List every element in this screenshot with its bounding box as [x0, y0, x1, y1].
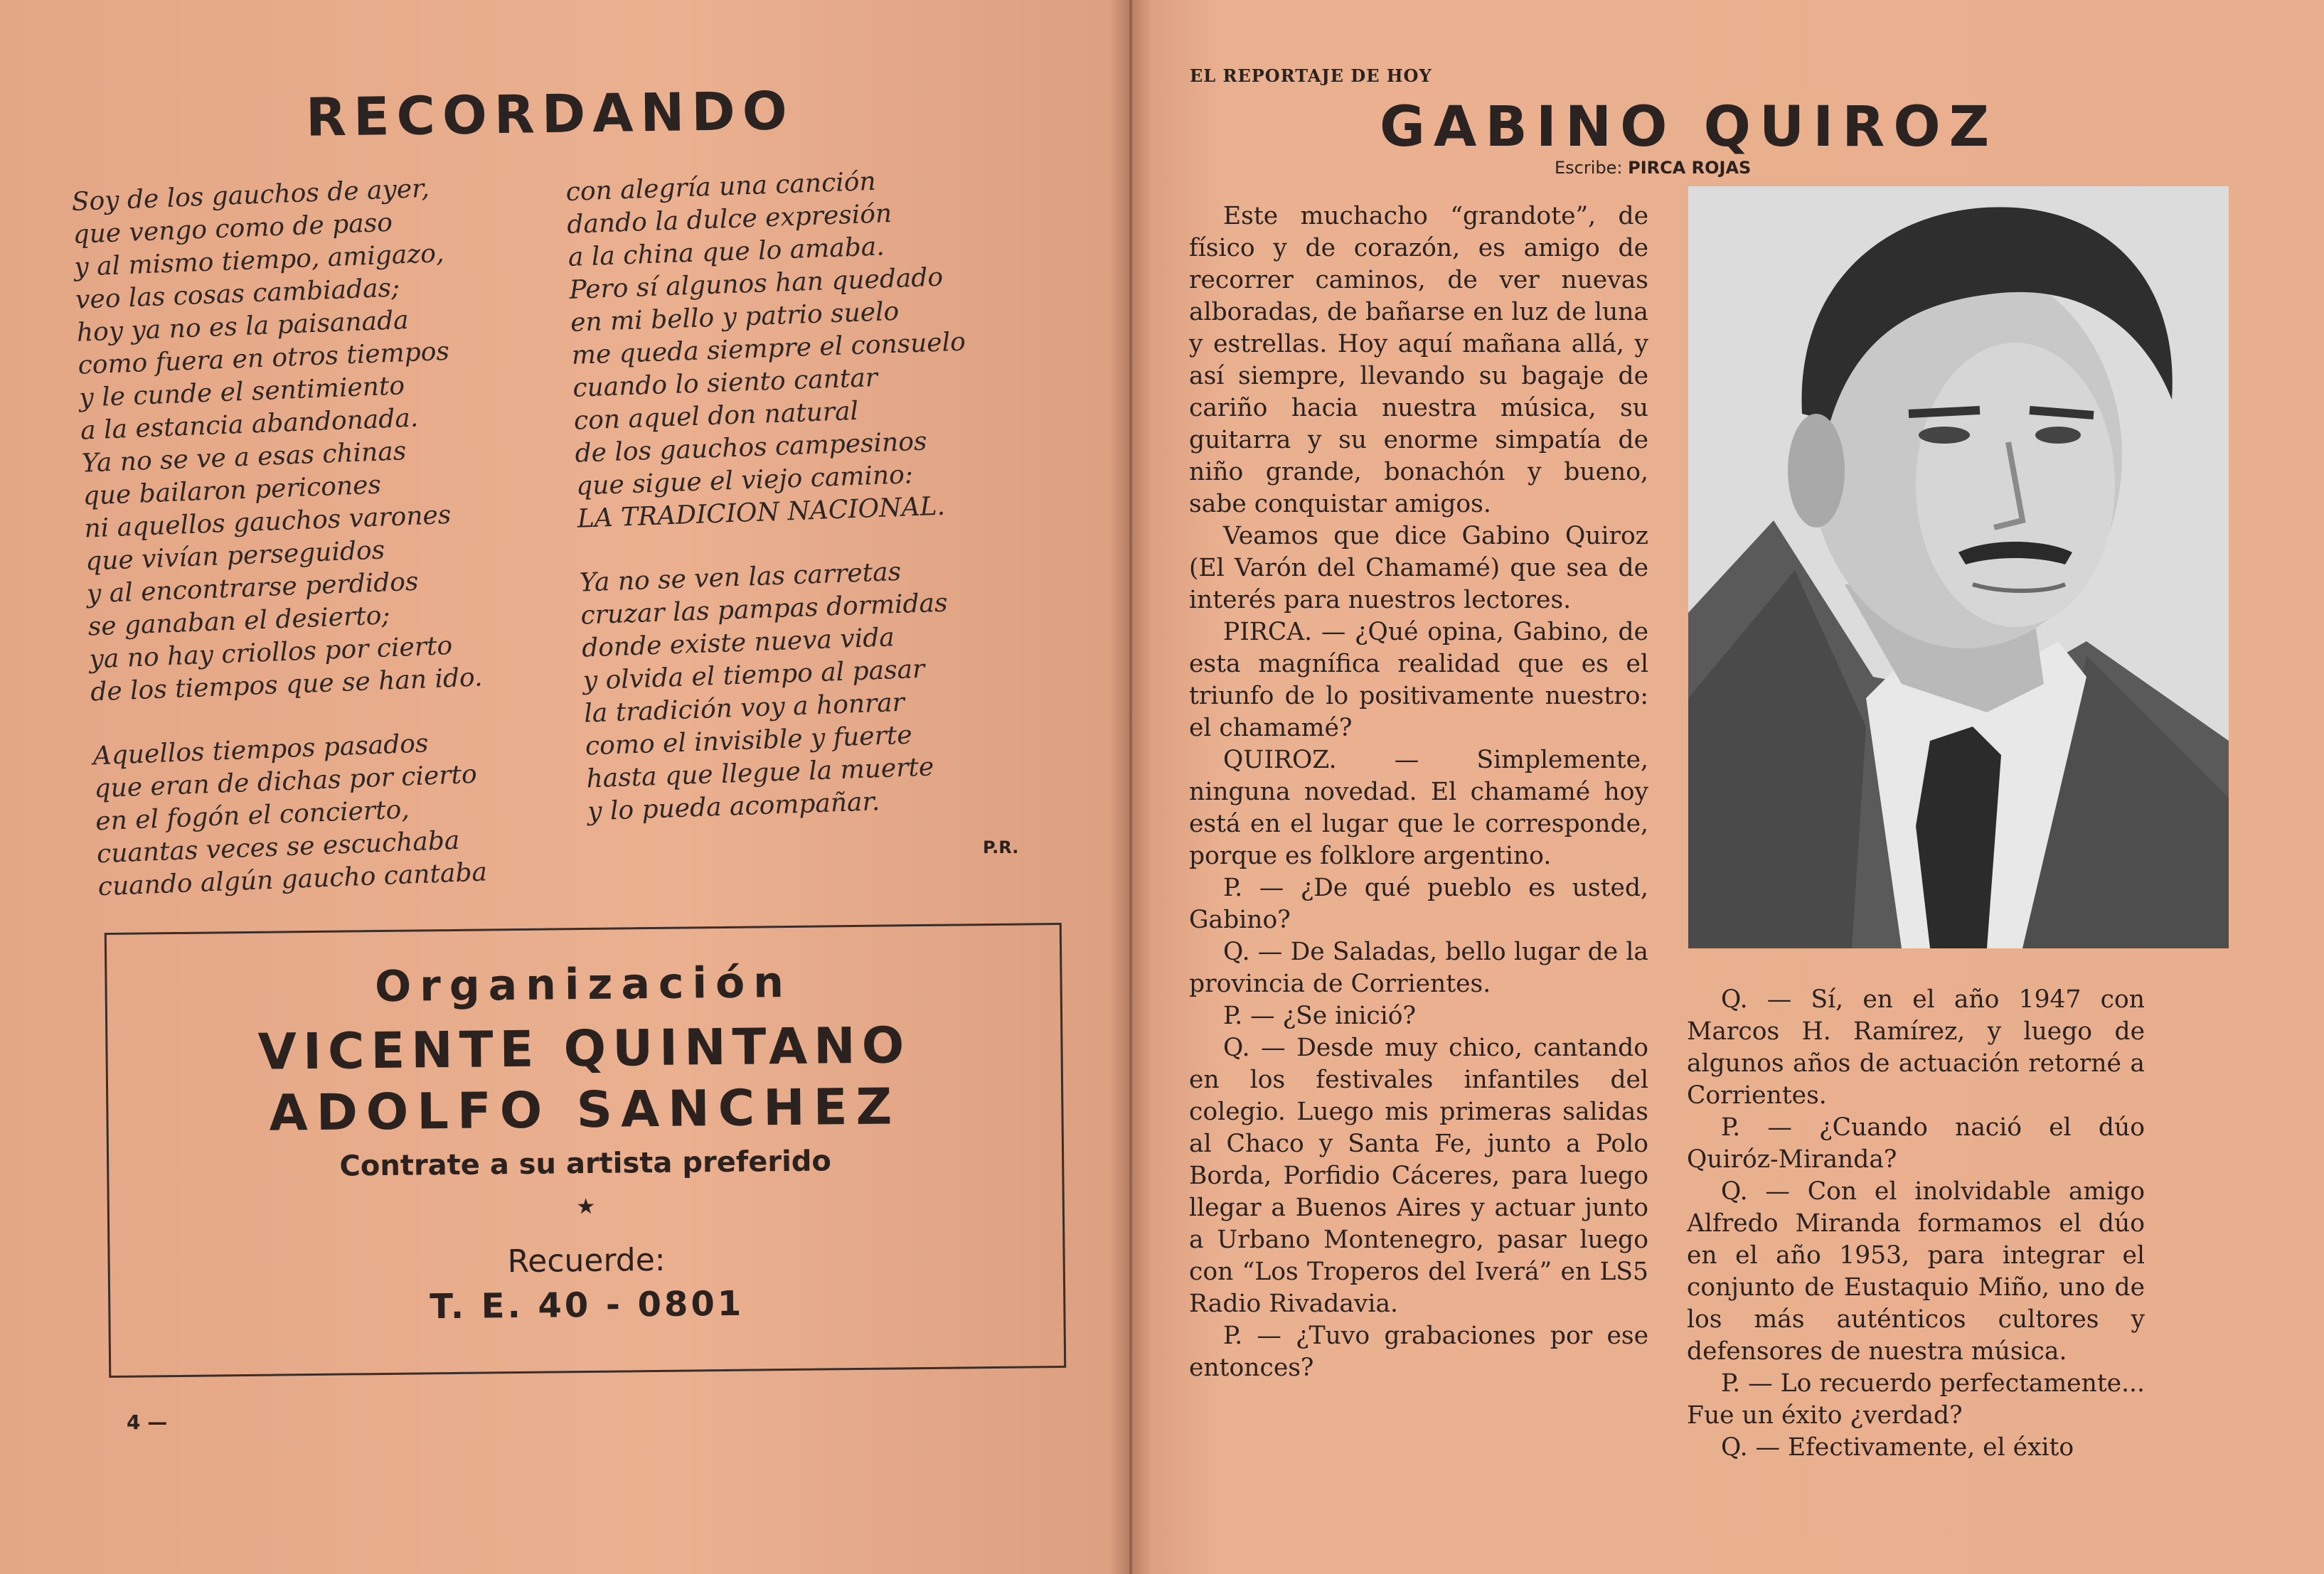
article-paragraph: Q. — Con el inolvidable amigo Alfredo Miranda formamos el dúo en el año 1953, para integrar el conjunto de Eustaquio Miño, uno de los más auténticos cultores y defensores de nuestra música.	[1687, 1177, 2145, 1366]
ad-tagline: Contrate a su artista preferido	[339, 1145, 832, 1183]
poem-line: la tradición voy a honrar	[583, 687, 905, 729]
poem-line: como el invisible y fuerte	[585, 720, 913, 761]
poem-line: LA TRADICION NACIONAL.	[577, 491, 946, 534]
poem-signature: P.R.	[983, 837, 1019, 857]
poem-line: Ya no se ve a esas chinas	[81, 437, 407, 478]
advertisement-box	[105, 923, 1066, 1378]
poem-line: y le cunde el sentimiento	[78, 371, 405, 413]
article-paragraph: P. — Lo recuerdo perfectamente... Fue un éxito ¿verdad?	[1687, 1369, 2145, 1430]
article-title: GABINO QUIROZ	[1380, 95, 1998, 159]
poem-line: con alegría una canción	[565, 166, 877, 207]
article-paragraph: QUIROZ. — Simplemente, ninguna novedad. El chamamé hoy está en el lugar que le corresponde, porque es folklore argentino.	[1189, 746, 1648, 870]
poem-line: y lo pueda acompañar.	[587, 787, 880, 827]
article-column-2	[1687, 984, 2145, 1464]
ad-phone: T. E. 40 - 0801	[430, 1283, 745, 1327]
poem-line: que vengo como de paso	[72, 208, 393, 250]
poem-line: me queda siempre el consuelo	[571, 327, 966, 370]
byline-author: PIRCA ROJAS	[1628, 158, 1752, 178]
ad-recuerde: Recuerde:	[507, 1241, 666, 1280]
poem-line: que bailaron pericones	[82, 470, 382, 511]
poem-line: de los tiempos que se han ido.	[90, 663, 484, 707]
poem-line: hoy ya no es la paisanada	[76, 305, 410, 348]
poem-title: RECORDANDO	[305, 80, 795, 149]
poem-line: en el fogón el concierto,	[95, 795, 410, 837]
article-paragraph: Q. — Desde muy chico, cantando en los festivales infantiles del colegio. Luego mis primeras salidas al Chaco y Santa Fe, junto a Polo Borda, Porfidio Cáceres, para luego llegar a Buenos Aires y actuar junto a Urbano Montenegro, pasar luego con “Los Troperos del Iverá” en LS5 Radio Rivadavia.	[1189, 1034, 1648, 1318]
article-paragraph: PIRCA. — ¿Qué opina, Gabino, de esta magnífica realidad que es el triunfo de lo positivamente nuestro: el chamamé?	[1189, 618, 1648, 742]
article-paragraph: P. — ¿Se inició?	[1223, 1002, 1417, 1030]
portrait-image	[1688, 186, 2229, 948]
poem-line: en mi bello y patrio suelo	[570, 296, 900, 338]
section-label: EL REPORTAJE DE HOY	[1190, 65, 1432, 86]
poem-line: Pero sí algunos han quedado	[568, 262, 944, 305]
ad-adolfo-sanchez: ADOLFO SANCHEZ	[269, 1077, 901, 1142]
poem-line: cuantas veces se escuchaba	[96, 825, 461, 869]
poem-line: dando la dulce expresión	[566, 199, 892, 240]
article-paragraph: Q. — Efectivamente, el éxito	[1721, 1433, 2074, 1462]
poem-line: Aquellos tiempos pasados	[92, 729, 430, 771]
portrait-photo	[1688, 186, 2229, 948]
ad-organizacion: Organización	[374, 957, 793, 1012]
poem-line: donde existe nueva vida	[581, 623, 895, 663]
article-paragraph: P. — ¿Tuvo grabaciones por ese entonces?	[1189, 1322, 1648, 1382]
poem-line: cuando algún gaucho cantaba	[97, 857, 488, 902]
ad-vicente-quintano: VICENTE QUINTANO	[257, 1016, 911, 1081]
page-number: 4 —	[127, 1410, 168, 1434]
poem-column-1	[71, 168, 582, 904]
article-paragraph: Veamos que dice Gabino Quiroz (El Varón del Chamamé) que sea de interés para nuestros lectores.	[1189, 522, 1648, 614]
poem-line: a la estancia abandonada.	[80, 403, 419, 446]
byline	[1555, 158, 1751, 178]
poem-line: hasta que llegue la muerte	[585, 752, 934, 794]
poem-line: Soy de los gauchos de ayer,	[71, 173, 430, 217]
poem-column-2	[565, 160, 1050, 828]
poem-line: que vivían perseguidos	[85, 535, 385, 577]
poem-line: de los gauchos campesinos	[574, 427, 928, 469]
poem-line: y al encontrarse perdidos	[86, 567, 420, 609]
article-paragraph: Este muchacho “grandote”, de físico y de corazón, es amigo de recorrer caminos, de ver nuevas alboradas, de bañarse en luz de luna y estrellas. Hoy aquí mañana allá, y así siempre, llevando su bagaje de cariño hacia nuestra música, su guitarra y su enorme simpatía de niño grande, bonachón y bueno, sabe conquistar amigos.	[1189, 202, 1648, 518]
poem-line: a la china que lo amaba.	[567, 232, 885, 272]
poem-line: se ganaban el desierto;	[87, 601, 391, 642]
poem-line: cuando lo siento cantar	[572, 363, 878, 403]
star-icon: ★	[576, 1194, 596, 1220]
poem-line: cruzar las pampas dormidas	[580, 588, 949, 631]
poem-line: que eran de dichas por cierto	[93, 759, 478, 804]
poem-line: veo las cosas cambiadas;	[75, 273, 400, 315]
poem-line: y al mismo tiempo, amigazo,	[73, 238, 445, 282]
article-paragraph: P. — ¿De qué pueblo es usted, Gabino?	[1189, 874, 1648, 934]
poem-line: ya no hay criollos por cierto	[88, 631, 453, 675]
poem-line: y olvida el tiempo al pasar	[582, 654, 925, 696]
poem-line: como fuera en otros tiempos	[77, 336, 450, 380]
book-gutter	[1109, 0, 1152, 1574]
poem-line: que sigue el viejo camino:	[575, 460, 914, 501]
poem-line: con aquel don natural	[573, 396, 859, 436]
byline-prefix: Escribe:	[1555, 158, 1623, 178]
article-column-1	[1189, 200, 1648, 1384]
article-paragraph: Q. — Sí, en el año 1947 con Marcos H. Ramírez, y luego de algunos años de actuación retorné a Corrientes.	[1687, 985, 2145, 1110]
article-paragraph: Q. — De Saladas, bello lugar de la provincia de Corrientes.	[1189, 938, 1648, 998]
poem-line: Ya no se ven las carretas	[579, 557, 902, 598]
article-paragraph: P. — ¿Cuando nació el dúo Quiróz-Miranda?	[1687, 1113, 2145, 1174]
poem-line: ni aquellos gauchos varones	[83, 500, 452, 544]
